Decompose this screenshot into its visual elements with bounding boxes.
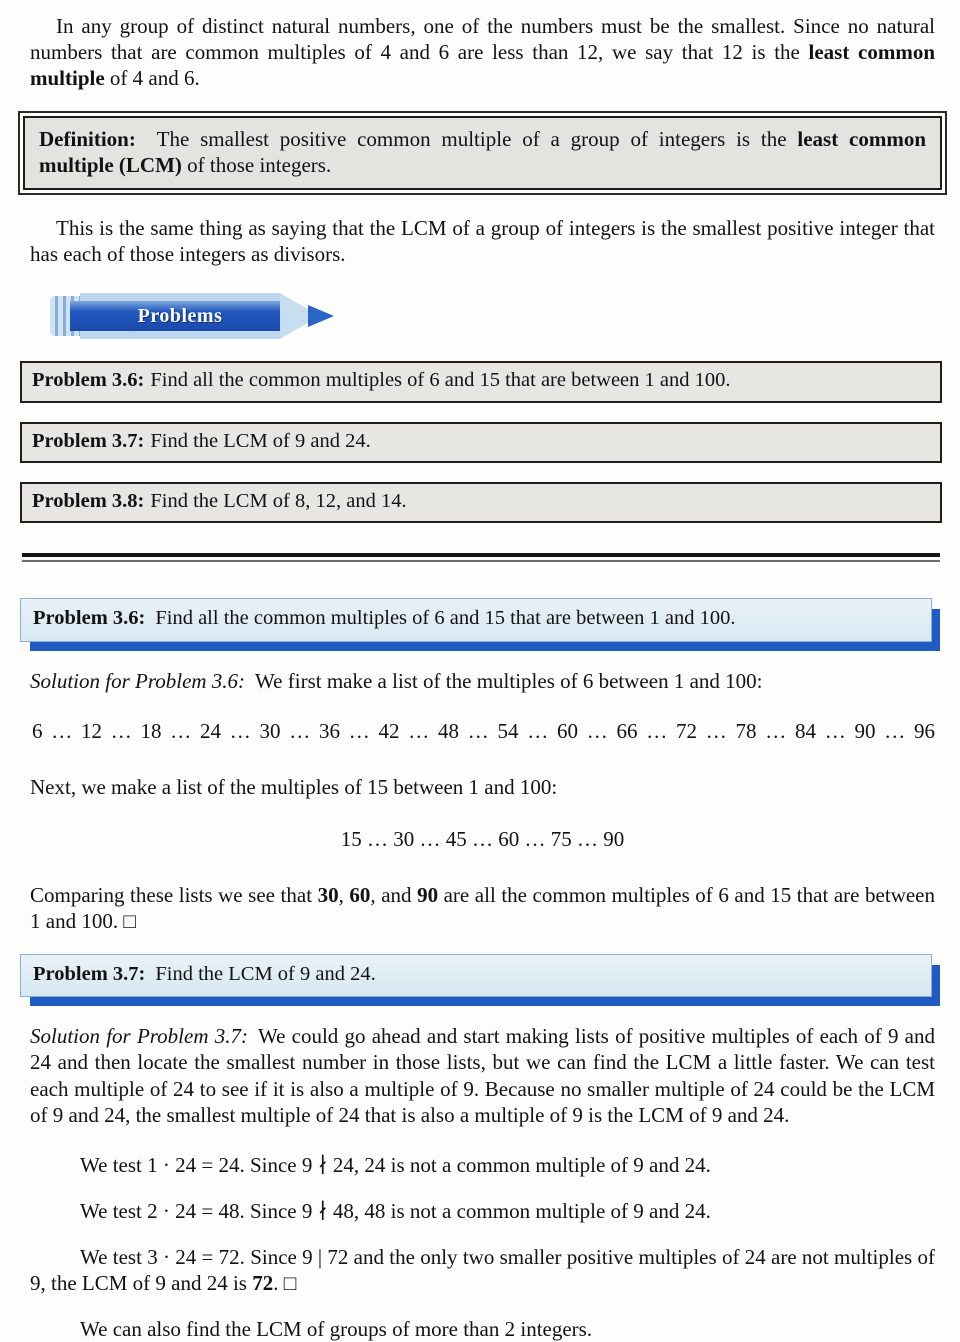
test-line-3 [30, 1244, 935, 1296]
section-divider [22, 553, 940, 562]
definition-spacer [136, 127, 147, 151]
test-line-1: We test 1 · 24 = 24. Since 9 ∤ 24, 24 is not a common multiple of 9 and 24. [80, 1152, 711, 1177]
intro-bold-lcm: least common multiple [30, 40, 935, 91]
definition-text-1: The smallest positive common multiple of a group of integers is the [156, 127, 798, 152]
test-3-text-2: . □ [273, 1270, 297, 1295]
comparing-text-3: , and [370, 882, 418, 907]
multiples-of-15-list: 15 … 30 … 45 … 60 … 75 … 90 [340, 826, 625, 851]
multiples-of-6-list: 6 … 12 … 18 … 24 … 30 … 36 … 42 … 48 … 54 … 60 … 66 … 72 … 78 … 84 … 90 … 96 [32, 718, 935, 743]
pencil-tip-point-icon [308, 305, 334, 327]
problem-label: Problem 3.6: [33, 607, 146, 630]
problem-label: Problem 3.6: [32, 369, 145, 392]
problems-banner-label: Problems [137, 304, 223, 327]
test-3-bold-72: 72 [252, 1270, 274, 1295]
solution-37-paragraph [30, 1023, 935, 1127]
problem-text: Find all the common multiples of 6 and 15 that are between 1 and 100. [150, 369, 731, 392]
comparing-text-1: Comparing these lists we see that [30, 882, 318, 907]
problem-label: Problem 3.8: [32, 490, 145, 513]
highlighted-problem-36 [20, 598, 932, 641]
problem-text: Find all the common multiples of 6 and 15 that are between 1 and 100. [155, 607, 736, 630]
pencil-band [70, 301, 290, 331]
definition-box-inner [23, 116, 942, 190]
comparing-bold-60: 60 [349, 882, 371, 907]
comparing-bold-30: 30 [317, 882, 339, 907]
problem-text: Find the LCM of 9 and 24. [150, 429, 371, 452]
comparing-bold-90: 90 [417, 882, 439, 907]
intro-text-2: of 4 and 6. [104, 66, 200, 91]
solution-37-text: We could go ahead and start making lists of positive multiples of each of 9 and 24 and then locate the smallest number in those lists, but we can find the LCM a little faster. We can test each multiple of 24 to see if it is also a multiple of 9. Because no smaller multiple of 24 could be the LCM of 9 and 24, the smallest multiple of 24 that is also a multiple of 9 is the LCM of 9 and 24. [30, 1024, 935, 1127]
comparing-text-4: are all the common multiples of 6 and 15 that are between 1 and 100. □ [30, 882, 935, 933]
multiples-15-intro: Next, we make a list of the multiples of 15 between 1 and 100: [30, 774, 558, 799]
solution-37-lead: Solution for Problem 3.7: [30, 1024, 248, 1049]
intro-text-1: In any group of distinct natural numbers, one of the numbers must be the smallest. Since no natural numbers that are common multiples of 4 and 6 are less than 12, we say that 12 is the [30, 14, 935, 65]
intro-paragraph [30, 13, 935, 91]
problem-box-37 [20, 422, 942, 463]
solution-36-lead-paragraph [30, 668, 935, 694]
problem-box-38 [20, 482, 942, 523]
problem-label: Problem 3.7: [32, 429, 145, 452]
definition-box [18, 111, 947, 195]
test-3-text-1: We test 3 · 24 = 72. Since 9 | 72 and the only two smaller positive multiples of 24 are not multiples of 9, the LCM of 9 and 24 is [30, 1244, 935, 1295]
problem-box-36 [20, 361, 942, 402]
comparing-text-2: , [338, 882, 350, 907]
same-thing-paragraph: This is the same thing as saying that the LCM of a group of integers is the smallest positive integer that has each of those integers as divisors. [30, 216, 935, 267]
solution-36-lead: Solution for Problem 3.6: [30, 668, 246, 693]
problem-text: Find the LCM of 9 and 24. [155, 963, 376, 986]
problems-banner [22, 293, 338, 339]
definition-text-2: of those integers. [181, 153, 332, 178]
problem-label: Problem 3.7: [33, 963, 146, 986]
definition-bold-lcm: least common multiple (LCM) [39, 127, 927, 178]
highlighted-problem-37 [20, 954, 932, 997]
solution-36-text: We first make a list of the multiples of 6 between 1 and 100: [255, 668, 763, 693]
test-line-2: We test 2 · 24 = 48. Since 9 ∤ 48, 48 is not a common multiple of 9 and 24. [80, 1198, 711, 1223]
closing-paragraph: We can also find the LCM of groups of more than 2 integers. [80, 1316, 593, 1341]
comparing-paragraph [30, 882, 935, 934]
definition-label: Definition: [39, 127, 136, 152]
pencil-body [80, 293, 280, 339]
problem-text: Find the LCM of 8, 12, and 14. [150, 490, 407, 513]
